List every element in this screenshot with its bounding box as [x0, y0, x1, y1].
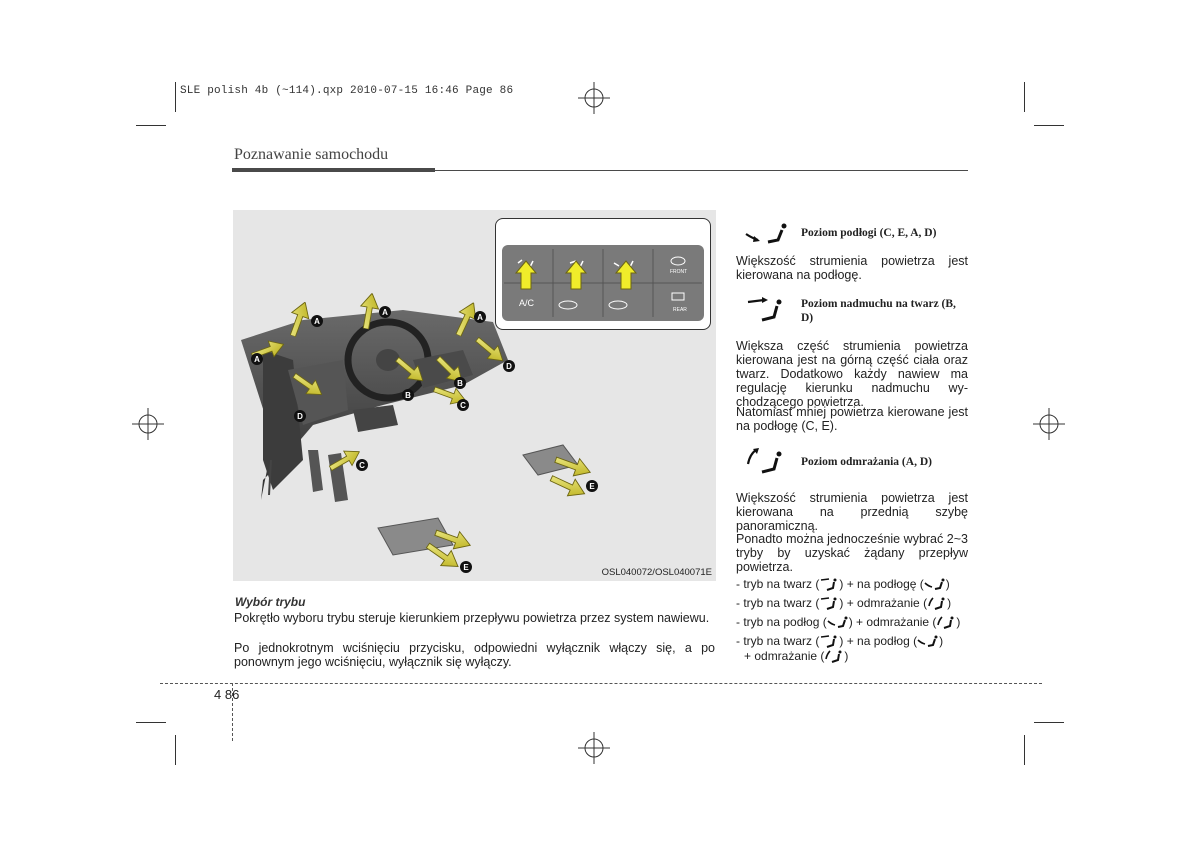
mode-control-panel [495, 218, 711, 330]
rear-defrost-label: REAR [673, 307, 687, 313]
floor-mode-icon [827, 615, 849, 629]
marker-d [503, 360, 515, 372]
defrost-mode-icon [744, 446, 790, 474]
face-mode-icon [819, 634, 839, 648]
caption-mode-selection: Wybór trybu [235, 595, 306, 609]
svg-text:A: A [477, 313, 483, 322]
registration-mark-left [132, 408, 164, 440]
list-item: - tryb na podłog ( ) + odmrażanie ( ) [736, 615, 961, 629]
floor-mode-icon [917, 634, 939, 648]
heading-floor-mode: Poziom podłogi (C, E, A, D) [801, 227, 937, 239]
page-number: 4 86 [214, 687, 240, 702]
marker-e [460, 561, 472, 573]
list-item: - tryb na twarz ( ) + na podłogę ( ) [736, 577, 950, 591]
list-item: - tryb na twarz ( ) + na podłog ( ) [736, 634, 944, 648]
svg-text:E: E [463, 563, 469, 572]
print-slug: SLE polish 4b (~114).qxp 2010-07-15 16:46 Page 86 [180, 85, 514, 97]
defrost-mode-icon [824, 649, 844, 663]
text-defrost-mode: Większość strumienia powietrza jest kierowana na przednią szybę panoramiczną. [736, 491, 968, 533]
marker-d [294, 410, 306, 422]
ac-button-label: A/C [519, 298, 535, 308]
svg-text:B: B [405, 391, 411, 400]
front-defrost-label: FRONT [670, 269, 688, 275]
svg-text:D: D [297, 412, 303, 421]
face-mode-icon [819, 577, 839, 591]
defrost-mode-icon [936, 615, 956, 629]
marker-c [457, 399, 469, 411]
marker-b [454, 377, 466, 389]
svg-text:A: A [382, 308, 388, 317]
figure-code: OSL040072/OSL040071E [601, 567, 712, 578]
crop-mark [1024, 735, 1025, 765]
paragraph-mode-knob: Pokrętło wyboru trybu steruje kierunkiem przepływu powietrza przez system nawiewu. [234, 611, 710, 625]
crop-mark [1034, 125, 1064, 126]
header-rule-thick [232, 168, 435, 172]
face-mode-icon [819, 596, 839, 610]
svg-text:A: A [314, 317, 320, 326]
heading-face-mode: Poziom nadmuchu na twarz (B, D) [801, 298, 956, 324]
marker-e [586, 480, 598, 492]
registration-mark-bottom [578, 732, 610, 764]
paragraph-button-toggle: Po jednokrotnym wciśnięciu przycisku, odpowiedni wyłącznik włączy się, a po ponownym jego wciśnięciu, wyłącznik się wyłączy. [234, 641, 715, 669]
header-rule-thin [435, 170, 968, 171]
text-face-mode-1: Większa część strumienia powietrza kierowana jest na górną część ciała oraz twarz. Dodatkowo każdy nawiew ma regulację kierunku nadmuchu wy-chodzącego powietrza. [736, 339, 968, 409]
defrost-mode-icon [927, 596, 947, 610]
list-item: - tryb na twarz ( ) + odmrażanie ( ) [736, 596, 952, 610]
svg-text:E: E [589, 482, 595, 491]
svg-text:C: C [460, 401, 466, 410]
marker-c [356, 459, 368, 471]
registration-mark-top [578, 82, 610, 114]
svg-text:B: B [457, 379, 463, 388]
crop-mark [1034, 722, 1064, 723]
crop-mark [175, 735, 176, 765]
crop-mark [136, 125, 166, 126]
list-item: + odmrażanie ( ) [744, 649, 849, 663]
crop-mark [1024, 82, 1025, 112]
text-combined-modes: Ponadto można jednocześnie wybrać 2~3 tryby by uzyskać żądany przepływ powietrza. [736, 532, 968, 574]
floor-mode-icon [924, 577, 946, 591]
marker-a [379, 306, 391, 318]
text-face-mode-2: Natomiast mniej powietrza kierowane jest na podłogę (C, E). [736, 405, 968, 433]
crop-mark [136, 722, 166, 723]
heading-defrost-mode: Poziom odmrażania (A, D) [801, 456, 932, 468]
marker-a [474, 311, 486, 323]
footer-rule [160, 683, 1042, 684]
svg-text:D: D [506, 362, 512, 371]
crop-mark [175, 82, 176, 112]
svg-text:C: C [359, 461, 365, 470]
face-mode-icon [744, 296, 790, 322]
airflow-illustration [233, 210, 716, 581]
svg-text:A: A [254, 355, 260, 364]
marker-a [251, 353, 263, 365]
registration-mark-right [1033, 408, 1065, 440]
section-title: Poznawanie samochodu [234, 146, 389, 163]
marker-b [402, 389, 414, 401]
text-floor-mode: Większość strumienia powietrza jest kierowana na podłogę. [736, 254, 968, 282]
marker-a [311, 315, 323, 327]
floor-mode-icon [744, 222, 790, 246]
